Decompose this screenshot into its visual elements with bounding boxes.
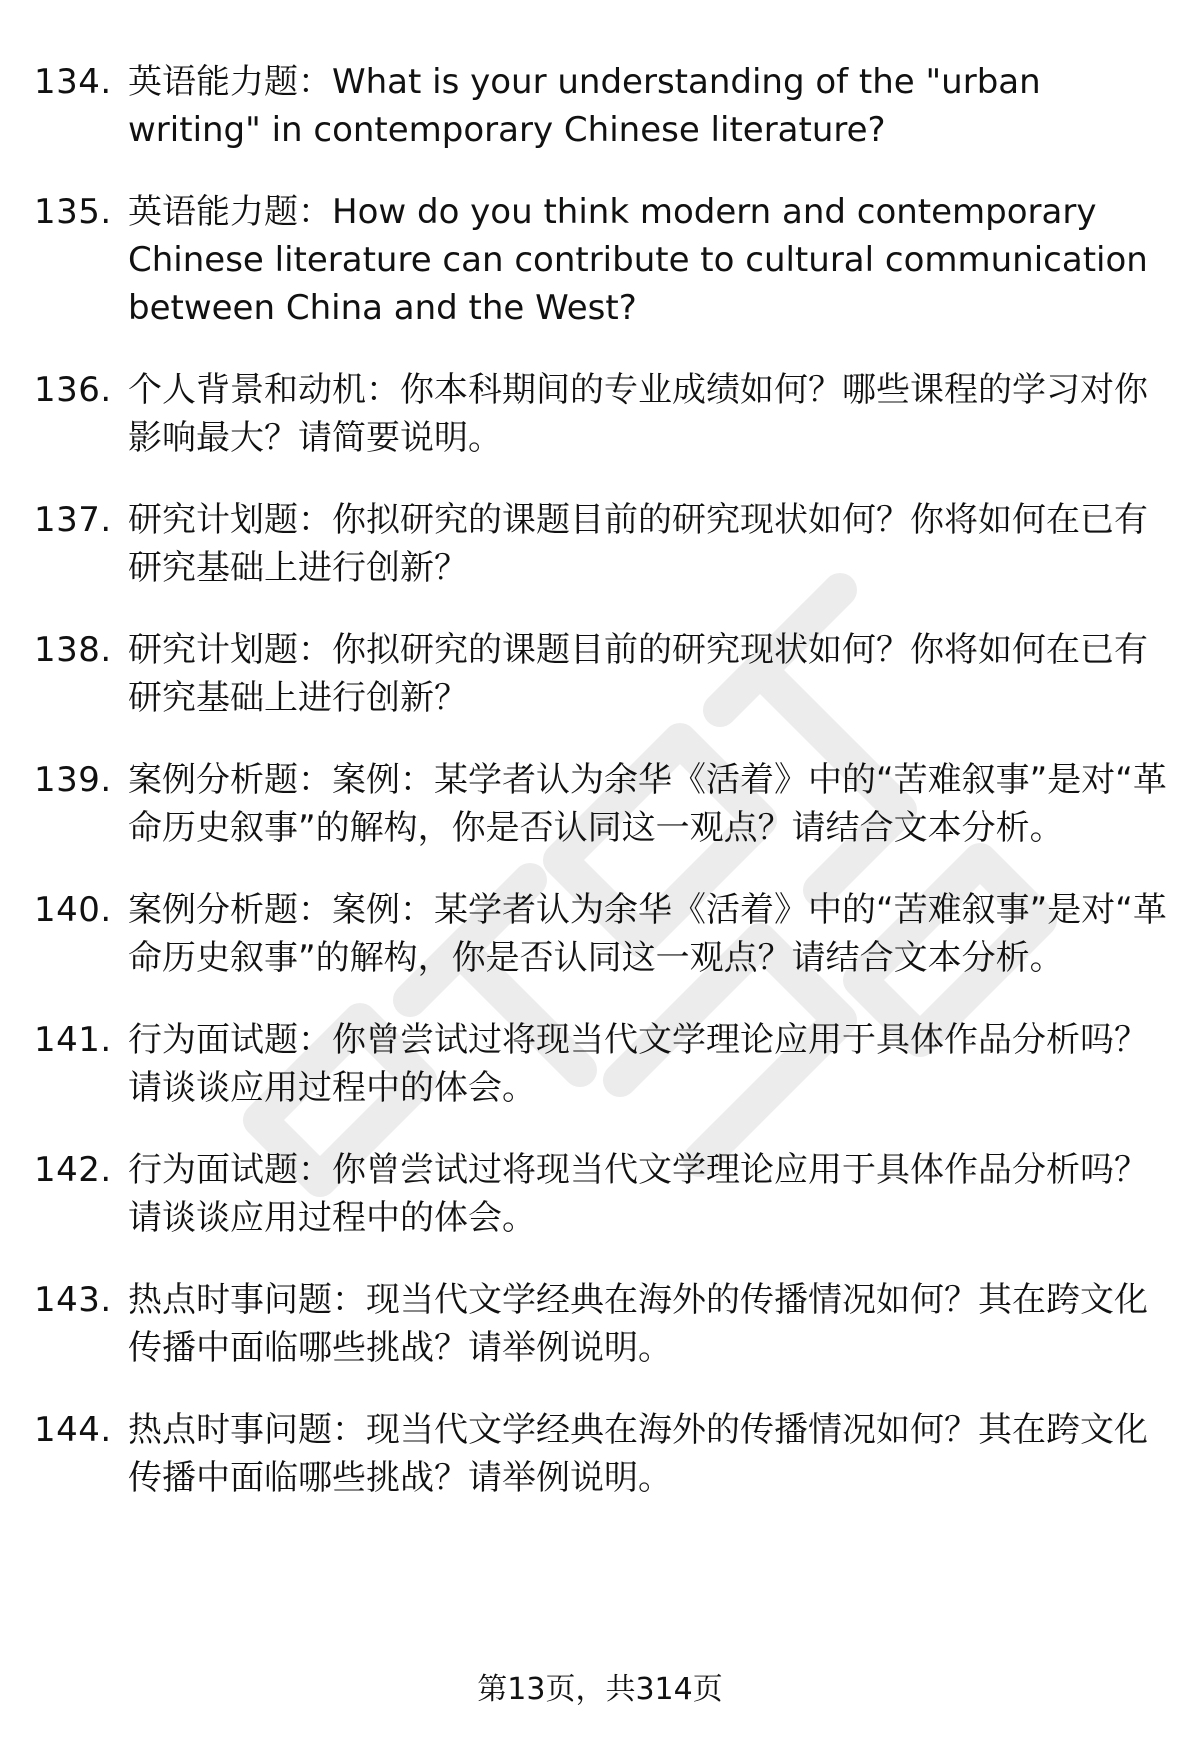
question-text: 热点时事问题：现当代文学经典在海外的传播情况如何？其在跨文化传播中面临哪些挑战？请举例说明。 xyxy=(128,1280,1148,1368)
question-text: 研究计划题：你拟研究的课题目前的研究现状如何？你将如何在已有研究基础上进行创新？ xyxy=(128,500,1148,588)
question-number: 141. xyxy=(34,1020,112,1060)
question-item xyxy=(34,188,1174,332)
question-number: 136. xyxy=(34,370,112,410)
question-text: 研究计划题：你拟研究的课题目前的研究现状如何？你将如何在已有研究基础上进行创新？ xyxy=(128,630,1148,718)
question-text: 热点时事问题：现当代文学经典在海外的传播情况如何？其在跨文化传播中面临哪些挑战？请举例说明。 xyxy=(128,1410,1148,1498)
question-text: 案例分析题：案例：某学者认为余华《活着》中的“苦难叙事”是对“革命历史叙事”的解构，你是否认同这一观点？请结合文本分析。 xyxy=(128,760,1167,848)
question-item xyxy=(34,626,1174,722)
page-footer: 第13页，共314页 xyxy=(477,1672,723,1707)
question-item xyxy=(34,366,1174,462)
question-number: 139. xyxy=(34,760,112,800)
question-number: 143. xyxy=(34,1280,112,1320)
question-number: 135. xyxy=(34,192,112,232)
question-number: 144. xyxy=(34,1410,112,1450)
question-text: 案例分析题：案例：某学者认为余华《活着》中的“苦难叙事”是对“革命历史叙事”的解构，你是否认同这一观点？请结合文本分析。 xyxy=(128,890,1167,978)
question-number: 140. xyxy=(34,890,112,930)
question-item xyxy=(34,756,1174,852)
question-item xyxy=(34,1276,1174,1372)
question-item xyxy=(34,1146,1174,1242)
question-text: 行为面试题：你曾尝试过将现当代文学理论应用于具体作品分析吗？请谈谈应用过程中的体会。 xyxy=(128,1020,1148,1108)
question-item xyxy=(34,496,1174,592)
question-number: 137. xyxy=(34,500,112,540)
question-item xyxy=(34,886,1174,982)
question-item xyxy=(34,1406,1174,1502)
question-number: 138. xyxy=(34,630,112,670)
question-number: 142. xyxy=(34,1150,112,1190)
question-item xyxy=(34,58,1174,154)
question-list xyxy=(34,58,1174,1536)
question-item xyxy=(34,1016,1174,1112)
question-text: 行为面试题：你曾尝试过将现当代文学理论应用于具体作品分析吗？请谈谈应用过程中的体会。 xyxy=(128,1150,1148,1238)
question-number: 134. xyxy=(34,62,112,102)
question-text: 英语能力题：How do you think modern and contemporary Chinese literature can contribute to cultural communication between China and the West? xyxy=(128,192,1148,328)
question-text: 个人背景和动机：你本科期间的专业成绩如何？哪些课程的学习对你影响最大？请简要说明。 xyxy=(128,370,1148,458)
question-text: 英语能力题：What is your understanding of the "urban writing" in contemporary Chinese literature? xyxy=(128,62,1041,150)
